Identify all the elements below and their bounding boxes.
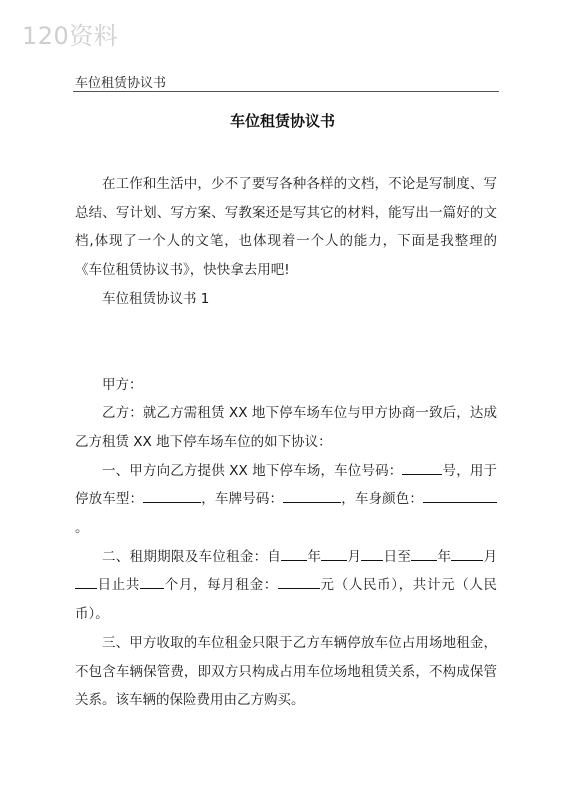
monthly-rent-blank: [278, 575, 320, 589]
clause-2-text: 月: [483, 548, 498, 565]
plate-number-blank: [283, 489, 341, 503]
car-color-blank-cont: [489, 489, 497, 503]
months-count-blank: [140, 575, 164, 589]
clause-2-paragraph: [75, 543, 497, 629]
document-title: 车位租赁协议书: [229, 112, 335, 130]
watermark-logo: 120资料: [22, 22, 119, 50]
party-a-line: 甲方：: [102, 376, 143, 393]
party-b-paragraph: 乙方：就乙方需租赁 XX 地下停车场车位与甲方协商一致后，达成乙方租赁 XX 地下停车场车位的如下协议：: [75, 405, 497, 450]
clause-2-text: 年: [437, 548, 452, 565]
clause-1-text: 一、甲方向乙方提供 XX 地下停车场，车位号码：: [102, 462, 403, 479]
clause-2-text: 个月，每月租金：: [164, 577, 278, 594]
clause-2-text: 二、租期期限及车位租金：自: [102, 548, 282, 565]
clause-1-text: ，车身颜色：: [341, 491, 424, 508]
clause-1-paragraph: [75, 457, 497, 543]
document-body: [75, 170, 497, 715]
intro-paragraph: 在工作和生活中，少不了要写各种各样的文档，不论是写制度、写总结、写计划、写方案、写教案还是写其它的材料，能写出一篇好的文档,体现了一个人的文笔，也体现着一个人的能力，下面是我整理的《车位租赁协议书》，快快拿去用吧!: [75, 176, 497, 279]
clause-1-text: ，车牌号码：: [201, 491, 284, 508]
clause-2-text: 元（人民币），共计元（人民币）。: [75, 577, 498, 623]
end-day-blank: [75, 575, 97, 589]
car-color-blank: [423, 489, 489, 503]
clause-3-paragraph: 三、甲方收取的车位租金只限于乙方车辆停放车位占用场地租金，不包含车辆保管费，即双方只构成占用车位场地租赁关系，不构成保管关系。该车辆的保险费用由乙方购买。: [75, 634, 497, 709]
clause-2-text: 月: [347, 548, 362, 565]
header-divider: [73, 91, 499, 92]
blank-space: [75, 314, 497, 371]
clause-1-text: 号，用于停放车型：: [75, 462, 497, 508]
clause-2-text: 日至: [383, 548, 412, 565]
end-year-blank: [411, 547, 437, 561]
parking-number-blank: [402, 461, 442, 475]
clause-2-text: 年: [307, 548, 322, 565]
page-header-title: 车位租赁协议书: [75, 76, 167, 91]
start-day-blank: [361, 547, 383, 561]
start-year-blank: [281, 547, 307, 561]
car-model-blank: [143, 489, 201, 503]
section-heading: 车位租赁协议书 1: [102, 290, 210, 307]
clause-2-text: 日止共: [97, 577, 141, 594]
clause-1-text: 。: [75, 520, 89, 537]
start-month-blank: [321, 547, 347, 561]
end-month-blank-a: [451, 547, 465, 561]
end-month-blank-b: [465, 547, 483, 561]
